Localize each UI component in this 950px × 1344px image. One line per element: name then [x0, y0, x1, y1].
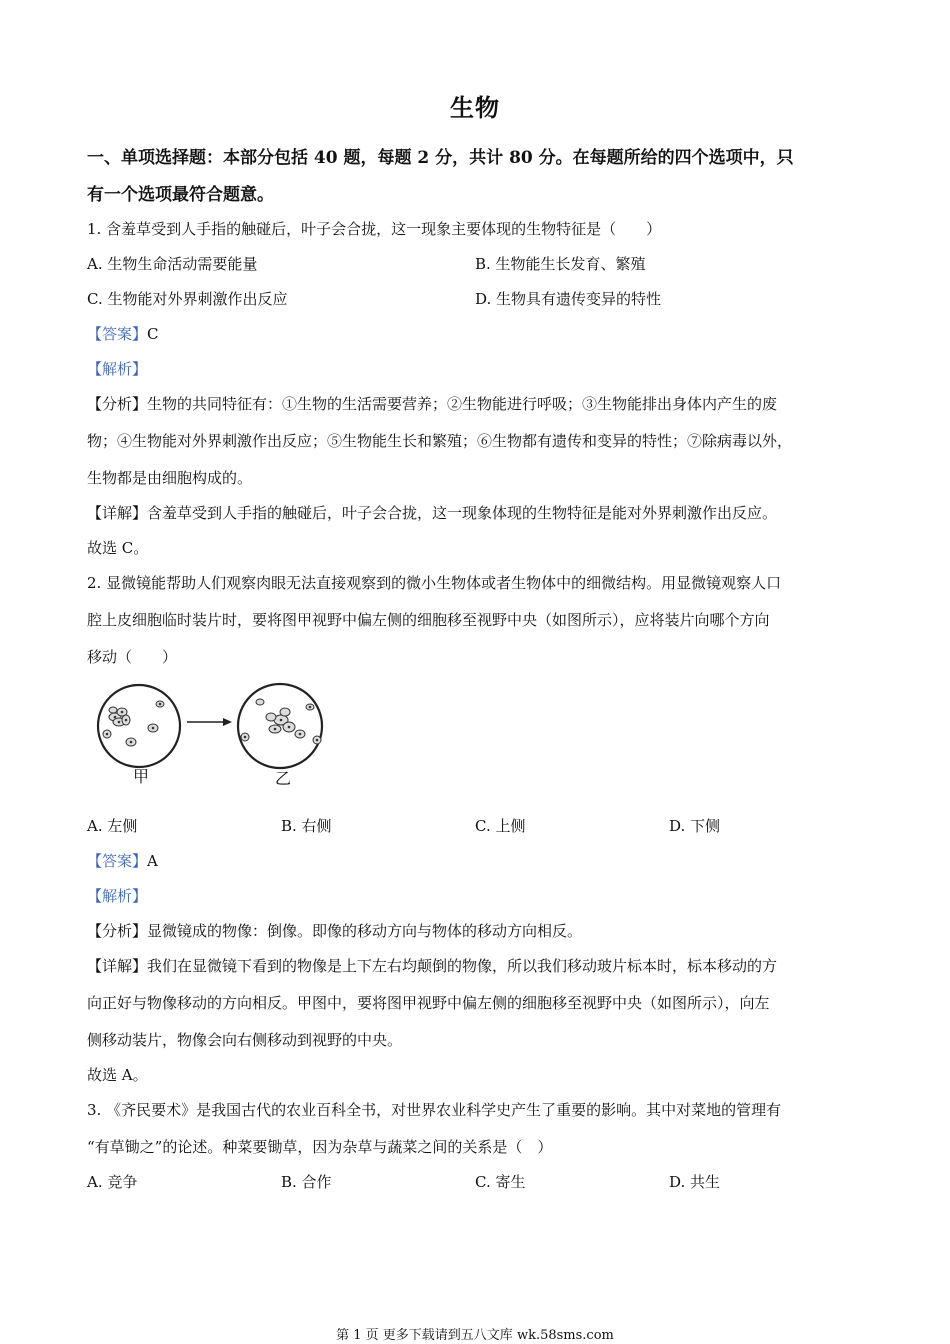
- q2-fenxi: [87, 920, 582, 942]
- fenxi-text: 生物的共同特征有：①生物的生活需要营养；②生物能进行呼吸；③生物能排出身体内产生的废: [147, 395, 778, 413]
- q1-option-a: A. 生物生命活动需要能量: [87, 255, 258, 273]
- q2-xiangjie-line-3: 侧移动装片，物像会向右侧移动到视野的中央。: [87, 1031, 403, 1049]
- q2-option-b: B. 右侧: [281, 817, 332, 835]
- section-heading-line-1: 一、单项选择题：本部分包括 40 题，每题 2 分，共计 80 分。在每题所给的四个选项中，只: [87, 148, 794, 168]
- q1-option-b: B. 生物能生长发育、繁殖: [475, 255, 646, 273]
- q1-analysis-tag: 【解析】: [87, 360, 148, 378]
- q3-option-a: A. 竞争: [87, 1173, 138, 1191]
- xiangjie-tag: 【详解】: [87, 504, 148, 522]
- q1-fenxi-line-1: [87, 393, 777, 415]
- q2-stem-line-3: 移动（ ）: [87, 648, 178, 666]
- xiangjie-text: 含羞草受到人手指的触碰后，叶子会合拢，这一现象体现的生物特征是能对外界刺激作出反应。: [147, 504, 778, 522]
- q2-conclusion: 故选 A。: [87, 1066, 148, 1084]
- section-heading-line-2: 有一个选项最符合题意。: [87, 185, 274, 205]
- q3-option-b: B. 合作: [281, 1173, 332, 1191]
- q1-option-c: C. 生物能对外界刺激作出反应: [87, 290, 288, 308]
- answer-tag: 【答案】: [87, 852, 148, 870]
- q2-option-a: A. 左侧: [87, 817, 138, 835]
- q2-xiangjie-line-1: [87, 955, 777, 977]
- q2-answer-value: A: [147, 852, 158, 870]
- q3-option-c: C. 寄生: [475, 1173, 526, 1191]
- q2-stem-line-2: 腔上皮细胞临时装片时，要将图甲视野中偏左侧的细胞移至视野中央（如图所示），应将装片向哪个方向: [87, 611, 770, 629]
- q3-option-d: D. 共生: [669, 1173, 721, 1191]
- answer-tag: 【答案】: [87, 325, 148, 343]
- q1-conclusion: 故选 C。: [87, 539, 149, 557]
- q3-stem-line-2: “有草锄之”的论述。种菜要锄草，因为杂草与蔬菜之间的关系是（ ）: [87, 1138, 553, 1156]
- q2-option-d: D. 下侧: [669, 817, 721, 835]
- xiangjie-tag: 【详解】: [87, 957, 148, 975]
- q1-stem: 1. 含羞草受到人手指的触碰后，叶子会合拢，这一现象主要体现的生物特征是（ ）: [87, 220, 662, 238]
- q2-answer: [87, 850, 158, 872]
- q1-fenxi-line-2: 物；④生物能对外界刺激作出反应；⑤生物能生长和繁殖；⑥生物都有遗传和变异的特性；⑦除病毒以外，: [87, 432, 793, 450]
- q1-xiangjie: [87, 502, 777, 524]
- q1-fenxi-line-3: 生物都是由细胞构成的。: [87, 469, 253, 487]
- figure-label-jia: 甲: [133, 767, 150, 786]
- fenxi-tag: 【分析】: [87, 395, 148, 413]
- fenxi-tag: 【分析】: [87, 922, 148, 940]
- xiangjie-text: 我们在显微镜下看到的物像是上下左右均颠倒的物像，所以我们移动玻片标本时，标本移动的方: [147, 957, 778, 975]
- page-title: 生物: [450, 93, 500, 122]
- page-footer: 第 1 页 更多下载请到五八文库 wk.58sms.com: [336, 1328, 614, 1343]
- section-heading: [87, 140, 862, 214]
- q2-xiangjie-line-2: 向正好与物像移动的方向相反。甲图中，要将图甲视野中偏左侧的细胞移至视野中央（如图所示），向左: [87, 994, 770, 1012]
- q3-stem-line-1: 3. 《齐民要术》是我国古代的农业百科全书，对世界农业科学史产生了重要的影响。其中对菜地的管理有: [87, 1101, 782, 1119]
- q2-option-c: C. 上侧: [475, 817, 526, 835]
- microscope-figure: [95, 682, 335, 792]
- figure-label-yi: 乙: [275, 769, 292, 788]
- q1-answer-value: C: [147, 325, 159, 343]
- fenxi-text: 显微镜成的物像：倒像。即像的移动方向与物体的移动方向相反。: [147, 922, 583, 940]
- q2-stem-line-1: 2. 显微镜能帮助人们观察肉眼无法直接观察到的微小生物体或者生物体中的细微结构。用显微镜观察人口: [87, 574, 782, 592]
- q2-analysis-tag: 【解析】: [87, 887, 148, 905]
- q1-answer: [87, 323, 159, 345]
- q1-option-d: D. 生物具有遗传变异的特性: [475, 290, 662, 308]
- microscope-fields-illustration: [95, 682, 335, 792]
